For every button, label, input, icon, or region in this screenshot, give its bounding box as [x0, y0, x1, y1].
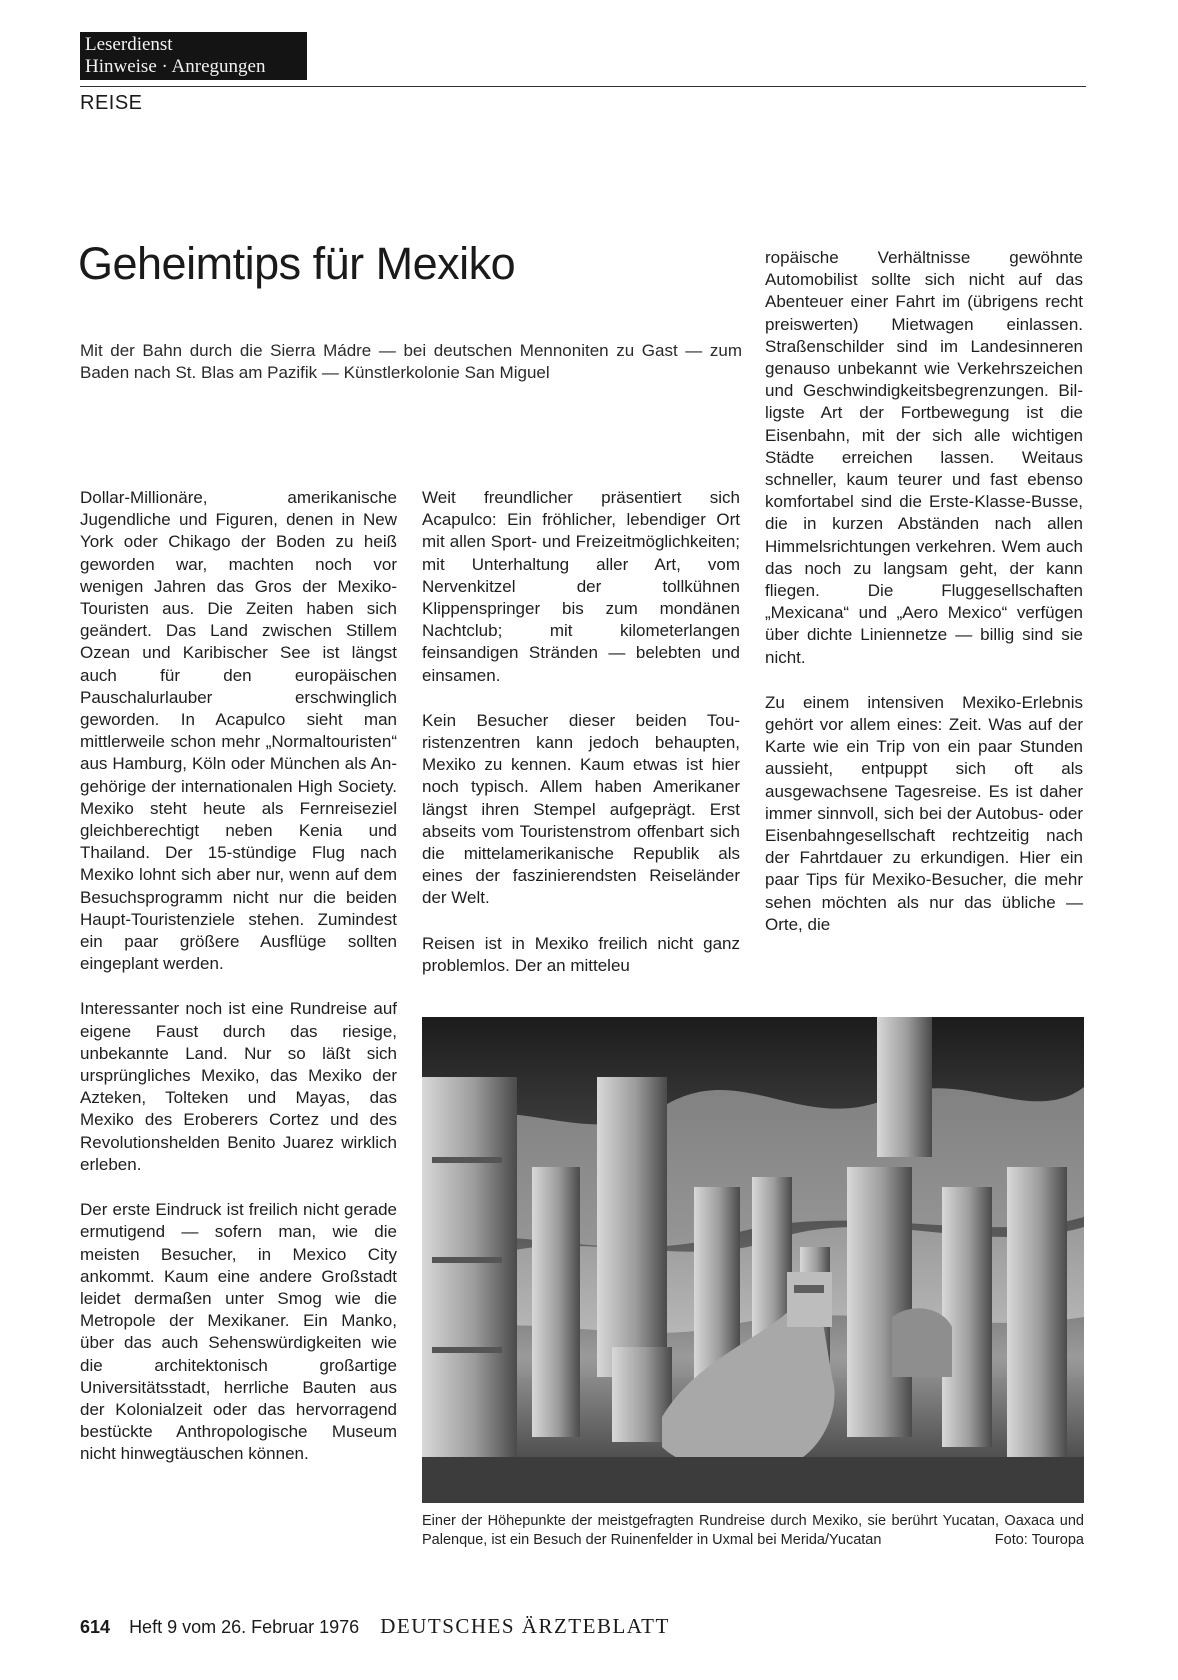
paragraph: Reisen ist in Mexiko freilich nicht ganz problemlos. Der an mitteleu	[422, 933, 740, 975]
issue-info: Heft 9 vom 26. Februar 1976	[129, 1617, 360, 1637]
article-subtitle: Mit der Bahn durch die Sierra Mádre — bei deutschen Mennoniten zu Gast — zum Baden nach St. Blas am Pazifik — Künstlerkolonie San Miguel	[80, 341, 742, 382]
paragraph: Weit freundlicher präsentiert sich Acapulco: Ein fröhlicher, lebendiger Ort mit allen Sport- und Freizeitmöglichkeiten; mit Unterhaltung aller Art, vom Nervenkitzel der tollkühnen Klippenspringer bis zum mondänen Nachtclub; mit kilometerlangen feinsandigen Stränden — belebten und einsamen.	[422, 488, 740, 685]
section-label-box	[80, 32, 307, 80]
paragraph: Interessanter noch ist eine Rundreise auf eigene Faust durch das riesige, unbekannte Land. Nur so läßt sich ursprüngliches Mexiko, das Mexiko der Azteken, Tolteken und Mayas, das Mexiko des Eroberers Cortez und des Revolutionshelden Benito Juarez wirklich erleben.	[80, 999, 397, 1174]
paragraph: Dollar-Millionäre, amerikanische Jugendliche und Figuren, denen in New York oder Chikago der Boden zu heiß geworden war, machten noch vor wenigen Jahren das Gros der Mexiko-Touristen aus. Die Zeiten haben sich geändert. Das Land zwischen Stillem Ozean und Karibischer See ist längst auch für den europäischen Pauschalurlauber erschwinglich geworden. In Acapulco sieht man mittlerweile schon mehr „Normaltouristen“ aus Hamburg, Köln oder München als Angehörige der internationalen High Society. Mexiko steht heute als Fernreiseziel gleichberechtigt neben Kenia und Thailand. Der 15-stündige Flug nach Mexiko lohnt sich aber nur, wenn auf dem Besuchsprogramm nicht nur die beiden Haupt-Touristenziele stehen. Zumindest ein paar größere Ausflüge sollten eingeplant werden.	[80, 488, 397, 974]
ruins-photo-illustration	[422, 1017, 1084, 1503]
header-rule	[80, 86, 1086, 87]
photo-credit: Foto: Touropa	[994, 1532, 1084, 1548]
label-line-1: Leserdienst	[85, 34, 173, 55]
paragraph: Kein Besucher dieser beiden Touristenzentren kann jedoch behaupten, Mexiko zu kennen. Kaum etwas ist hier noch typisch. Allem haben Amerikaner längst ihren Stempel aufgeprägt. Erst abseits vom Touristenstrom offenbart sich die mittelamerikanische Republik als eines der faszinierendsten Reiseländer der Welt.	[422, 710, 740, 908]
article-title: Geheimtips für Mexiko	[78, 238, 516, 289]
caption-text: Einer der Höhepunkte der meistgefragten Rundreise durch Mexiko, sie berührt Yucatan, Oaxaca und Palenque, ist ein Besuch der Ruinenfelder in Uxmal bei Merida/Yucatan	[422, 1513, 1084, 1548]
paragraph: Zu einem intensiven Mexiko-Erlebnis gehört vor allem eines: Zeit. Was auf der Karte wie ein Trip von ein paar Stunden aussieht, entpuppt sich oft als ausgewachsene Tagesreise. Es ist daher immer sinnvoll, sich bei der Autobus- oder Eisenbahngesellschaft rechtzeitig nach der Fahrtdauer zu erkundigen. Hier ein paar Tips für Mexiko-Besucher, die mehr sehen möchten als nur das übliche — Orte, die	[765, 692, 1083, 934]
page-number: 614	[80, 1617, 111, 1637]
photo-caption	[422, 1512, 1084, 1550]
page-footer	[80, 1614, 670, 1639]
paragraph: Der erste Eindruck ist freilich nicht gerade ermutigend — sofern man, wie die meisten Besucher, in Mexico City ankommt. Kaum eine andere Großstadt leidet dermaßen unter Smog wie die Metropole der Mexikaner. Ein Manko, über das auch Sehenswürdigkeiten wie die architektonisch großartige Universitätsstadt, herrliche Bauten aus der Kolonialzeit oder das hervorragend bestückte Anthropologische Museum nicht hinwegtäuschen können.	[80, 1200, 397, 1464]
journal-name: DEUTSCHES ÄRZTEBLATT	[380, 1614, 670, 1638]
text-column-2	[422, 487, 740, 1000]
text-column-3	[765, 247, 1083, 959]
text-column-1	[80, 487, 397, 1489]
ruins-photo	[422, 1017, 1084, 1503]
paragraph: ropäische Verhältnisse gewöhnte Automobilist sollte sich nicht auf das Abenteuer einer Fahrt im (übrigens recht preiswerten) Mietwagen einlassen. Straßenschilder sind im Landesinneren genauso unbekannt wie Verkehrszeichen und Geschwindigkeitsbegrenzungen. Billigste Art der Fortbewegung ist die Eisenbahn, mit der sich alle wichtigen Städte erreichen lassen. Weitaus schneller, kaum teurer und fast ebenso komfortabel sind die Erste-Klasse-Busse, die in kurzen Abständen nach allen Himmelsrichtungen verkehren. Wem auch das noch zu langsam geht, der kann fliegen. Die Fluggesellschaften „Mexicana“ und „Aero Mexico“ verfügen über dichte Liniennetze — billig sind sie nicht.	[765, 248, 1083, 667]
section-name: REISE	[80, 92, 143, 114]
label-line-2: Hinweise · Anregungen	[85, 56, 266, 77]
